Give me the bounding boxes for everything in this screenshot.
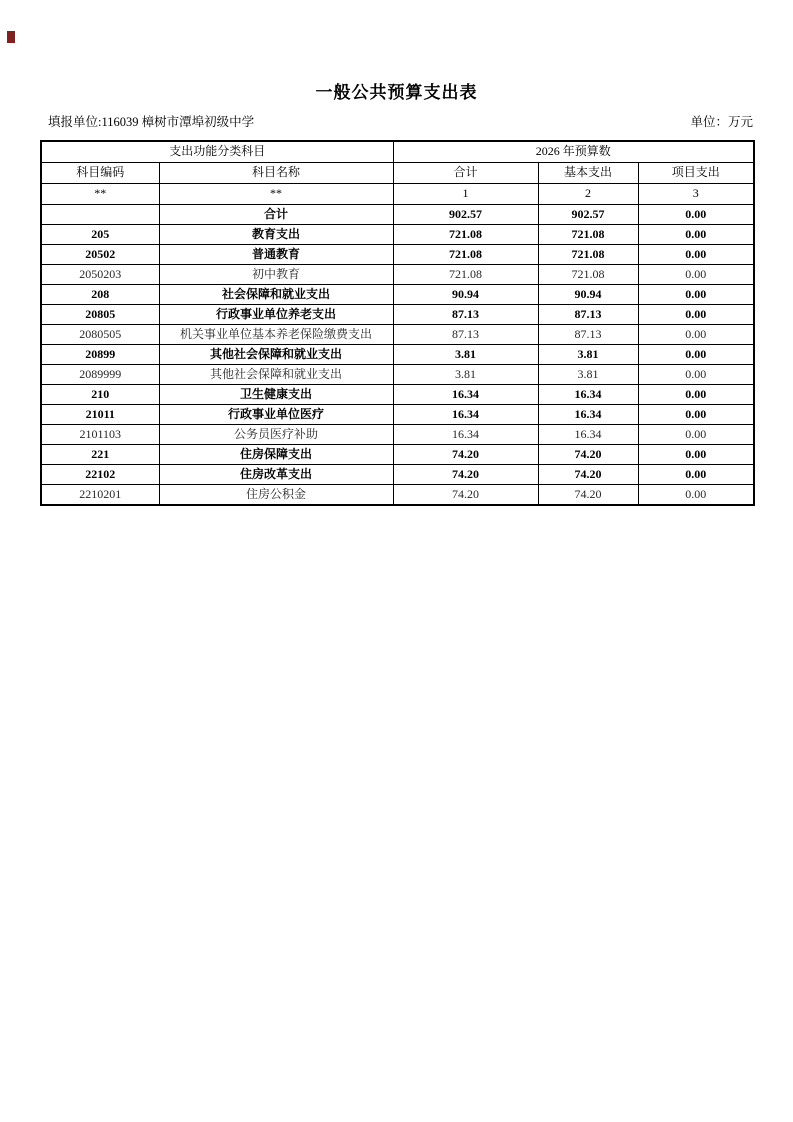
name-cell: 教育支出: [159, 225, 393, 245]
basic-cell: 87.13: [538, 305, 638, 325]
code-cell: 221: [41, 445, 159, 465]
table-row: [41, 365, 754, 385]
project-cell: 0.00: [638, 265, 754, 285]
project-cell: 0.00: [638, 305, 754, 325]
total-cell: 87.13: [393, 305, 538, 325]
total-cell: 721.08: [393, 225, 538, 245]
table-row: [41, 285, 754, 305]
code-cell: 2050203: [41, 265, 159, 285]
total-cell: 87.13: [393, 325, 538, 345]
basic-cell: 721.08: [538, 245, 638, 265]
index-name: **: [159, 184, 393, 205]
code-cell: 21011: [41, 405, 159, 425]
basic-cell: 74.20: [538, 465, 638, 485]
name-cell: 其他社会保障和就业支出: [159, 365, 393, 385]
total-cell: 74.20: [393, 445, 538, 465]
project-cell: 0.00: [638, 385, 754, 405]
group-header-row: [41, 141, 754, 163]
total-cell: 74.20: [393, 485, 538, 506]
index-basic: 2: [538, 184, 638, 205]
total-cell: 90.94: [393, 285, 538, 305]
col-header-project: 项目支出: [638, 163, 754, 184]
name-cell: 社会保障和就业支出: [159, 285, 393, 305]
unit-note-label: 单位：万元: [690, 115, 753, 129]
table-row: [41, 445, 754, 465]
table-row: [41, 345, 754, 365]
col-header-code: 科目编码: [41, 163, 159, 184]
table-row: [41, 385, 754, 405]
col-header-basic: 基本支出: [538, 163, 638, 184]
total-cell: 74.20: [393, 465, 538, 485]
basic-cell: 87.13: [538, 325, 638, 345]
group-header-function: 支出功能分类科目: [41, 141, 393, 163]
project-cell: 0.00: [638, 285, 754, 305]
budget-table-body: [41, 205, 754, 506]
basic-cell: 3.81: [538, 365, 638, 385]
table-row: [41, 305, 754, 325]
project-cell: 0.00: [638, 205, 754, 225]
group-header-budget-year: 2026 年预算数: [393, 141, 754, 163]
code-cell: 210: [41, 385, 159, 405]
basic-cell: 721.08: [538, 265, 638, 285]
code-cell: 2080505: [41, 325, 159, 345]
column-header-row: [41, 163, 754, 184]
basic-cell: 902.57: [538, 205, 638, 225]
project-cell: 0.00: [638, 445, 754, 465]
basic-cell: 16.34: [538, 425, 638, 445]
info-line: [40, 112, 755, 130]
basic-cell: 74.20: [538, 485, 638, 506]
basic-cell: 74.20: [538, 445, 638, 465]
table-row: [41, 405, 754, 425]
name-cell: 普通教育: [159, 245, 393, 265]
project-cell: 0.00: [638, 325, 754, 345]
report-unit-label: 填报单位:116039 樟树市潭埠初级中学: [48, 115, 255, 129]
corner-marker: [7, 31, 15, 43]
project-cell: 0.00: [638, 465, 754, 485]
table-row: [41, 225, 754, 245]
basic-cell: 3.81: [538, 345, 638, 365]
code-cell: 2210201: [41, 485, 159, 506]
total-cell: 902.57: [393, 205, 538, 225]
code-cell: 20805: [41, 305, 159, 325]
code-cell: 20899: [41, 345, 159, 365]
name-cell: 其他社会保障和就业支出: [159, 345, 393, 365]
code-cell: 205: [41, 225, 159, 245]
code-cell: 2101103: [41, 425, 159, 445]
name-cell: 机关事业单位基本养老保险缴费支出: [159, 325, 393, 345]
table-row: [41, 265, 754, 285]
index-code: **: [41, 184, 159, 205]
project-cell: 0.00: [638, 405, 754, 425]
total-cell: 721.08: [393, 245, 538, 265]
total-cell: 16.34: [393, 405, 538, 425]
project-cell: 0.00: [638, 245, 754, 265]
name-cell: 住房保障支出: [159, 445, 393, 465]
table-row: [41, 325, 754, 345]
basic-cell: 90.94: [538, 285, 638, 305]
project-cell: 0.00: [638, 225, 754, 245]
budget-table: [40, 140, 755, 506]
name-cell: 住房改革支出: [159, 465, 393, 485]
total-cell: 721.08: [393, 265, 538, 285]
code-cell: 208: [41, 285, 159, 305]
code-cell: [41, 205, 159, 225]
basic-cell: 16.34: [538, 385, 638, 405]
project-cell: 0.00: [638, 365, 754, 385]
name-cell: 行政事业单位医疗: [159, 405, 393, 425]
code-cell: 22102: [41, 465, 159, 485]
project-cell: 0.00: [638, 345, 754, 365]
table-row: [41, 425, 754, 445]
table-row: [41, 245, 754, 265]
index-total: 1: [393, 184, 538, 205]
name-cell: 住房公积金: [159, 485, 393, 506]
col-header-name: 科目名称: [159, 163, 393, 184]
name-cell: 行政事业单位养老支出: [159, 305, 393, 325]
project-cell: 0.00: [638, 425, 754, 445]
name-cell: 公务员医疗补助: [159, 425, 393, 445]
total-cell: 3.81: [393, 365, 538, 385]
index-row: [41, 184, 754, 205]
table-row: [41, 485, 754, 506]
page-title: 一般公共预算支出表: [315, 83, 478, 102]
basic-cell: 16.34: [538, 405, 638, 425]
code-cell: 20502: [41, 245, 159, 265]
project-cell: 0.00: [638, 485, 754, 506]
name-cell: 合计: [159, 205, 393, 225]
total-cell: 16.34: [393, 425, 538, 445]
code-cell: 2089999: [41, 365, 159, 385]
total-cell: 16.34: [393, 385, 538, 405]
basic-cell: 721.08: [538, 225, 638, 245]
table-row: [41, 205, 754, 225]
total-cell: 3.81: [393, 345, 538, 365]
index-project: 3: [638, 184, 754, 205]
name-cell: 卫生健康支出: [159, 385, 393, 405]
table-row: [41, 465, 754, 485]
col-header-total: 合计: [393, 163, 538, 184]
name-cell: 初中教育: [159, 265, 393, 285]
